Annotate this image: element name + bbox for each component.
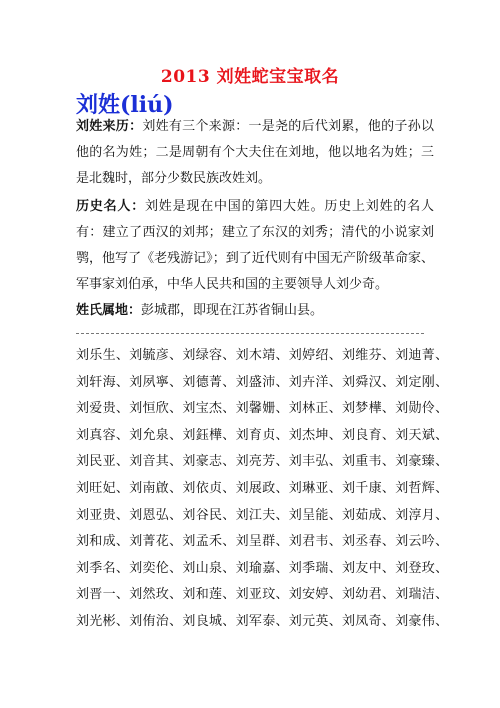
famous-text: 刘姓是现在中国的第四大姓。历史上刘姓的名人有：建立了西汉的刘邦；建立了东汉的刘秀；清代的小说家刘鹗，他写了《老残游记》；到了近代则有中国无产阶级革命家、军事家刘伯承，中华人民共和国的主要领导人刘少奇。 [76, 199, 434, 292]
name-row: 刘和成、刘菁花、刘孟禾、刘呈群、刘君韦、刘丞春、刘云吟、 [76, 534, 449, 550]
name-row: 刘乐生、刘毓彦、刘绿容、刘木靖、刘婷绍、刘维芬、刘迪菁、 [76, 348, 449, 363]
surname-heading: 刘姓(liú) [76, 92, 174, 118]
name-row: 刘真容、刘允泉、刘鈺樺、刘育贞、刘杰坤、刘良育、刘天斌、 [76, 427, 449, 443]
name-row: 刘民亚、刘音其、刘豪志、刘亮芳、刘丰弘、刘重韦、刘豪臻、 [76, 454, 449, 470]
name-list [76, 343, 449, 636]
name-row: 刘爱贵、刘恒欣、刘宝杰、刘馨姗、刘林正、刘梦樺、刘勋伶、 [76, 401, 449, 417]
name-row: 刘晋一、刘然玫、刘和莲、刘亚玟、刘安婷、刘幼君、刘瑞洁、 [76, 587, 449, 603]
origin-paragraph [76, 114, 434, 192]
name-row: 刘旺妃、刘南啟、刘依贞、刘展政、刘琳亚、刘千康、刘哲辉、 [76, 480, 449, 496]
name-row: 刘亚贵、刘恩弘、刘谷民、刘江夫、刘呈能、刘茹成、刘淳月、 [76, 507, 449, 523]
place-paragraph [76, 298, 434, 324]
origin-label: 刘姓来历： [76, 119, 143, 134]
place-label: 姓氏属地： [76, 303, 142, 318]
famous-label: 历史名人： [76, 199, 145, 214]
name-row: 刘轩海、刘夙寧、刘德菁、刘盛沛、刘卉洋、刘舜汉、刘定刚、 [76, 374, 449, 390]
origin-text: 刘姓有三个来源：一是尧的后代刘累，他的子孙以他的名为姓；二是周朝有个大夫住在刘地，他以地名为姓；三是北魏时，部分少数民族改姓刘。 [76, 119, 434, 186]
dashed-divider [76, 333, 424, 334]
name-row: 刘季名、刘奕伦、刘山泉、刘瑜嘉、刘季瑞、刘友中、刘登玫、 [76, 560, 449, 576]
place-text: 彭城郡，即现在江苏省铜山县。 [141, 303, 324, 318]
name-row: 刘光彬、刘侑治、刘良城、刘军泰、刘元英、刘凤奇、刘豪伟、 [76, 613, 449, 629]
famous-paragraph [76, 194, 434, 298]
page-title: 2013 刘姓蛇宝宝取名 [160, 67, 340, 87]
